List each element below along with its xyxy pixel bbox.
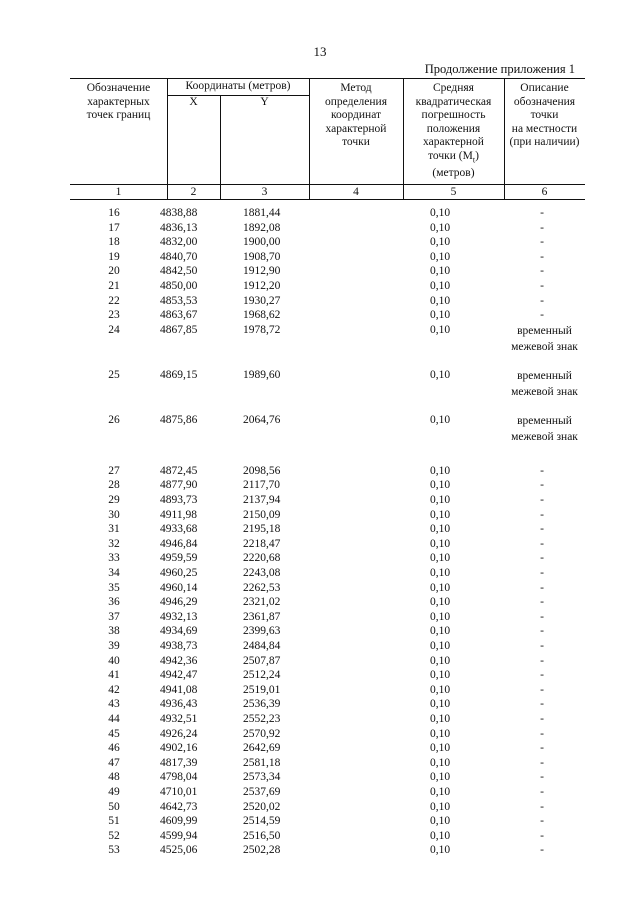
header-coordinates: Координаты (метров)	[185, 80, 291, 92]
table-row	[70, 624, 585, 639]
x-coordinate: 4902,16	[160, 742, 198, 755]
x-coordinate: 4942,36	[160, 654, 198, 667]
table-row	[70, 581, 585, 596]
table-row	[70, 413, 585, 443]
point-number: 18	[108, 236, 120, 249]
point-number: 23	[108, 309, 120, 322]
point-number: 36	[108, 596, 120, 609]
point-number: 19	[108, 250, 120, 263]
mean-square-error: 0,10	[430, 742, 451, 755]
mean-square-error: 0,10	[430, 581, 451, 594]
x-coordinate: 4941,08	[160, 683, 198, 696]
mean-square-error: 0,10	[430, 265, 451, 278]
point-number: 21	[108, 280, 120, 292]
mean-square-error: 0,10	[430, 771, 451, 784]
point-description: -	[540, 221, 544, 234]
mean-square-error: 0,10	[430, 552, 451, 565]
x-coordinate: 4960,14	[160, 581, 198, 594]
point-description: -	[540, 250, 544, 263]
point-number: 33	[108, 552, 120, 565]
mean-square-error: 0,10	[430, 800, 451, 813]
mean-square-error: 0,10	[430, 625, 451, 638]
point-description: -	[540, 309, 544, 322]
y-coordinate: 2514,59	[243, 815, 281, 828]
mean-square-error: 0,10	[430, 756, 451, 769]
header-x: X	[189, 96, 198, 108]
point-number: 52	[108, 829, 120, 842]
table-row	[70, 668, 585, 683]
point-description: -	[540, 829, 544, 842]
mean-square-error: 0,10	[430, 280, 451, 292]
column-number-5: 5	[450, 186, 457, 198]
header-method: Метод определения координат характерной точки	[324, 82, 387, 149]
y-coordinate: 1978,72	[243, 323, 281, 336]
x-coordinate: 4838,88	[160, 207, 198, 219]
column-number-4: 4	[353, 186, 359, 198]
point-description: временный межевой знак	[511, 369, 578, 398]
point-description: -	[540, 581, 544, 594]
x-coordinate: 4960,25	[160, 567, 198, 579]
x-coordinate: 4875,86	[160, 413, 198, 426]
point-number: 47	[108, 756, 120, 769]
column-number-6: 6	[541, 186, 548, 198]
point-description: -	[540, 280, 544, 292]
table-row	[70, 250, 585, 265]
point-number: 31	[108, 523, 120, 536]
point-number: 28	[108, 479, 120, 492]
x-coordinate: 4853,53	[160, 294, 198, 307]
point-number: 32	[108, 537, 120, 550]
table-row	[70, 697, 585, 712]
point-description: -	[540, 610, 544, 623]
continuation-label: Продолжение приложения 1	[424, 62, 575, 76]
point-description: -	[540, 523, 544, 536]
table-row	[70, 741, 585, 756]
point-description: -	[540, 800, 544, 813]
x-coordinate: 4926,24	[160, 727, 198, 740]
mean-square-error: 0,10	[430, 654, 451, 667]
point-number: 48	[108, 771, 120, 784]
x-coordinate: 4911,98	[160, 508, 197, 521]
point-number: 29	[108, 494, 120, 506]
table-row	[70, 493, 585, 508]
mean-square-error: 0,10	[430, 323, 451, 336]
y-coordinate: 1908,70	[243, 250, 281, 263]
table-row	[70, 464, 585, 479]
y-coordinate: 2552,23	[243, 713, 281, 725]
y-coordinate: 2218,47	[243, 537, 281, 550]
mean-square-error: 0,10	[430, 464, 451, 477]
y-coordinate: 2484,84	[243, 640, 281, 652]
x-coordinate: 4877,90	[160, 479, 198, 492]
x-coordinate: 4942,47	[160, 669, 198, 682]
y-coordinate: 2361,87	[243, 610, 281, 623]
x-coordinate: 4798,04	[160, 771, 198, 784]
y-coordinate: 2117,70	[243, 479, 280, 492]
point-description: -	[540, 596, 544, 609]
mean-square-error: 0,10	[430, 596, 451, 609]
y-coordinate: 2195,18	[243, 523, 281, 536]
y-coordinate: 2573,34	[243, 771, 281, 784]
point-number: 42	[108, 683, 120, 696]
table-row	[70, 323, 585, 353]
x-coordinate: 4832,00	[160, 236, 198, 249]
point-number: 17	[108, 221, 120, 234]
point-number: 53	[108, 844, 120, 857]
point-description: -	[540, 683, 544, 696]
point-description: -	[540, 625, 544, 638]
table-row	[70, 595, 585, 610]
point-number: 38	[108, 625, 120, 638]
x-coordinate: 4869,15	[160, 368, 198, 381]
mean-square-error: 0,10	[430, 844, 451, 857]
y-coordinate: 2516,50	[243, 829, 281, 842]
header-point-designation: Обозначение характерных точек границ	[86, 82, 151, 122]
mean-square-error: 0,10	[430, 815, 451, 828]
table-row	[70, 264, 585, 279]
mean-square-error: 0,10	[430, 698, 451, 711]
table-row	[70, 610, 585, 625]
x-coordinate: 4934,69	[160, 625, 198, 638]
table-row	[70, 756, 585, 771]
mean-square-error: 0,10	[430, 829, 451, 842]
x-coordinate: 4936,43	[160, 698, 198, 711]
mean-square-error: 0,10	[430, 368, 451, 381]
x-coordinate: 4933,68	[160, 523, 198, 536]
x-coordinate: 4946,84	[160, 537, 198, 550]
point-number: 43	[108, 698, 120, 711]
mean-square-error: 0,10	[430, 786, 451, 798]
point-number: 39	[108, 640, 120, 652]
point-number: 35	[108, 581, 120, 594]
point-number: 24	[108, 323, 120, 336]
y-coordinate: 1968,62	[243, 309, 281, 322]
point-number: 37	[108, 610, 120, 623]
table-row	[70, 294, 585, 309]
point-description: -	[540, 786, 544, 798]
y-coordinate: 1881,44	[243, 207, 281, 219]
table-row	[70, 221, 585, 236]
header-error: Средняя квадратическая погрешность положения характерной точки $(М_t)$ (метров)	[415, 82, 492, 179]
point-description: временный межевой знак	[511, 414, 578, 443]
y-coordinate: 2220,68	[243, 552, 281, 565]
x-coordinate: 4710,01	[160, 786, 198, 798]
point-description: -	[540, 537, 544, 550]
mean-square-error: 0,10	[430, 537, 451, 550]
table-row	[70, 654, 585, 669]
table-row	[70, 683, 585, 698]
y-coordinate: 2321,02	[243, 596, 281, 609]
point-description: -	[540, 771, 544, 784]
page-number: 13	[313, 44, 327, 59]
table-row	[70, 522, 585, 537]
y-coordinate: 2137,94	[243, 494, 281, 506]
x-coordinate: 4932,51	[160, 713, 198, 725]
table-row	[70, 478, 585, 493]
point-description: -	[540, 844, 544, 857]
table-row	[70, 566, 585, 581]
x-coordinate: 4642,73	[160, 800, 198, 813]
table-row	[70, 800, 585, 815]
point-number: 25	[108, 368, 120, 381]
x-coordinate: 4609,99	[160, 815, 198, 828]
point-description: -	[540, 742, 544, 755]
point-description: -	[540, 207, 544, 219]
point-description: -	[540, 669, 544, 682]
point-description: -	[540, 640, 544, 652]
y-coordinate: 2502,28	[243, 844, 281, 857]
table-row	[70, 712, 585, 727]
y-coordinate: 2536,39	[243, 698, 281, 711]
table-row	[70, 843, 585, 858]
mean-square-error: 0,10	[430, 508, 451, 521]
table-row	[70, 368, 585, 398]
mean-square-error: 0,10	[430, 494, 451, 506]
column-number-2: 2	[190, 186, 197, 198]
point-number: 34	[108, 567, 120, 579]
x-coordinate: 4867,85	[160, 323, 198, 336]
point-description: временный межевой знак	[511, 324, 578, 353]
mean-square-error: 0,10	[430, 683, 451, 696]
y-coordinate: 2507,87	[243, 654, 281, 667]
table-row	[70, 206, 585, 221]
header-y: Y	[260, 96, 269, 108]
x-coordinate: 4938,73	[160, 640, 198, 652]
x-coordinate: 4525,06	[160, 844, 198, 857]
point-number: 49	[108, 786, 120, 798]
table-row	[70, 639, 585, 654]
y-coordinate: 2581,18	[243, 756, 281, 769]
table-row	[70, 537, 585, 552]
table-row	[70, 814, 585, 829]
point-description: -	[540, 294, 544, 307]
y-coordinate: 1912,90	[243, 265, 281, 278]
x-coordinate: 4863,67	[160, 309, 198, 322]
mean-square-error: 0,10	[430, 207, 451, 219]
point-description: -	[540, 654, 544, 667]
point-description: -	[540, 815, 544, 828]
x-coordinate: 4817,39	[160, 756, 198, 769]
table-row	[70, 770, 585, 785]
mean-square-error: 0,10	[430, 567, 451, 579]
mean-square-error: 0,10	[430, 413, 451, 426]
y-coordinate: 2262,53	[243, 581, 281, 594]
mean-square-error: 0,10	[430, 523, 451, 536]
mean-square-error: 0,10	[430, 713, 451, 725]
point-description: -	[540, 727, 544, 740]
y-coordinate: 2537,69	[243, 786, 281, 798]
table-row	[70, 279, 585, 294]
point-description: -	[540, 756, 544, 769]
x-coordinate: 4836,13	[160, 221, 198, 234]
x-coordinate: 4959,59	[160, 552, 198, 565]
point-number: 41	[108, 669, 120, 682]
y-coordinate: 1912,20	[243, 280, 281, 292]
point-number: 44	[108, 713, 120, 725]
mean-square-error: 0,10	[430, 294, 451, 307]
table-row	[70, 785, 585, 800]
point-number: 30	[108, 508, 120, 521]
mean-square-error: 0,10	[430, 236, 451, 249]
mean-square-error: 0,10	[430, 309, 451, 322]
y-coordinate: 1900,00	[243, 236, 281, 249]
y-coordinate: 2150,09	[243, 508, 281, 521]
point-number: 27	[108, 464, 120, 477]
x-coordinate: 4946,29	[160, 596, 198, 609]
x-coordinate: 4842,50	[160, 265, 198, 278]
table-row	[70, 308, 585, 323]
y-coordinate: 2512,24	[243, 669, 281, 682]
header-description: Описание обозначения точки на местности (при наличии)	[509, 82, 580, 149]
x-coordinate: 4872,45	[160, 464, 198, 477]
x-coordinate: 4850,00	[160, 280, 198, 292]
mean-square-error: 0,10	[430, 610, 451, 623]
point-number: 45	[108, 727, 120, 740]
point-number: 16	[108, 207, 120, 219]
column-number-1: 1	[115, 186, 122, 198]
point-description: -	[540, 698, 544, 711]
mean-square-error: 0,10	[430, 669, 451, 682]
point-description: -	[540, 713, 544, 725]
table-row	[70, 235, 585, 250]
y-coordinate: 2399,63	[243, 625, 281, 638]
point-number: 40	[108, 654, 120, 667]
mean-square-error: 0,10	[430, 727, 451, 740]
point-description: -	[540, 494, 544, 506]
x-coordinate: 4599,94	[160, 829, 198, 842]
y-coordinate: 2098,56	[243, 464, 281, 477]
mean-square-error: 0,10	[430, 250, 451, 263]
y-coordinate: 2064,76	[243, 413, 281, 426]
point-number: 26	[108, 413, 120, 426]
point-description: -	[540, 567, 544, 579]
point-description: -	[540, 479, 544, 492]
y-coordinate: 2243,08	[243, 567, 281, 579]
mean-square-error: 0,10	[430, 479, 451, 492]
point-description: -	[540, 508, 544, 521]
y-coordinate: 1930,27	[243, 294, 281, 307]
point-number: 22	[108, 294, 120, 307]
mean-square-error: 0,10	[430, 221, 451, 234]
table-row	[70, 508, 585, 523]
y-coordinate: 1892,08	[243, 221, 281, 234]
x-coordinate: 4932,13	[160, 610, 198, 623]
table-row	[70, 727, 585, 742]
point-description: -	[540, 552, 544, 565]
point-number: 46	[108, 742, 120, 755]
x-coordinate: 4840,70	[160, 250, 198, 263]
y-coordinate: 2570,92	[243, 727, 281, 740]
point-number: 51	[108, 815, 120, 828]
point-description: -	[540, 236, 544, 249]
point-description: -	[540, 464, 544, 477]
point-description: -	[540, 265, 544, 278]
y-coordinate: 1989,60	[243, 368, 281, 381]
column-number-3: 3	[261, 186, 268, 198]
point-number: 20	[108, 265, 120, 278]
table-row	[70, 829, 585, 844]
mean-square-error: 0,10	[430, 640, 451, 652]
x-coordinate: 4893,73	[160, 494, 198, 506]
table-header	[70, 78, 585, 206]
y-coordinate: 2520,02	[243, 800, 281, 813]
y-coordinate: 2519,01	[243, 683, 281, 696]
table-row	[70, 551, 585, 566]
y-coordinate: 2642,69	[243, 742, 281, 755]
point-number: 50	[108, 800, 120, 813]
